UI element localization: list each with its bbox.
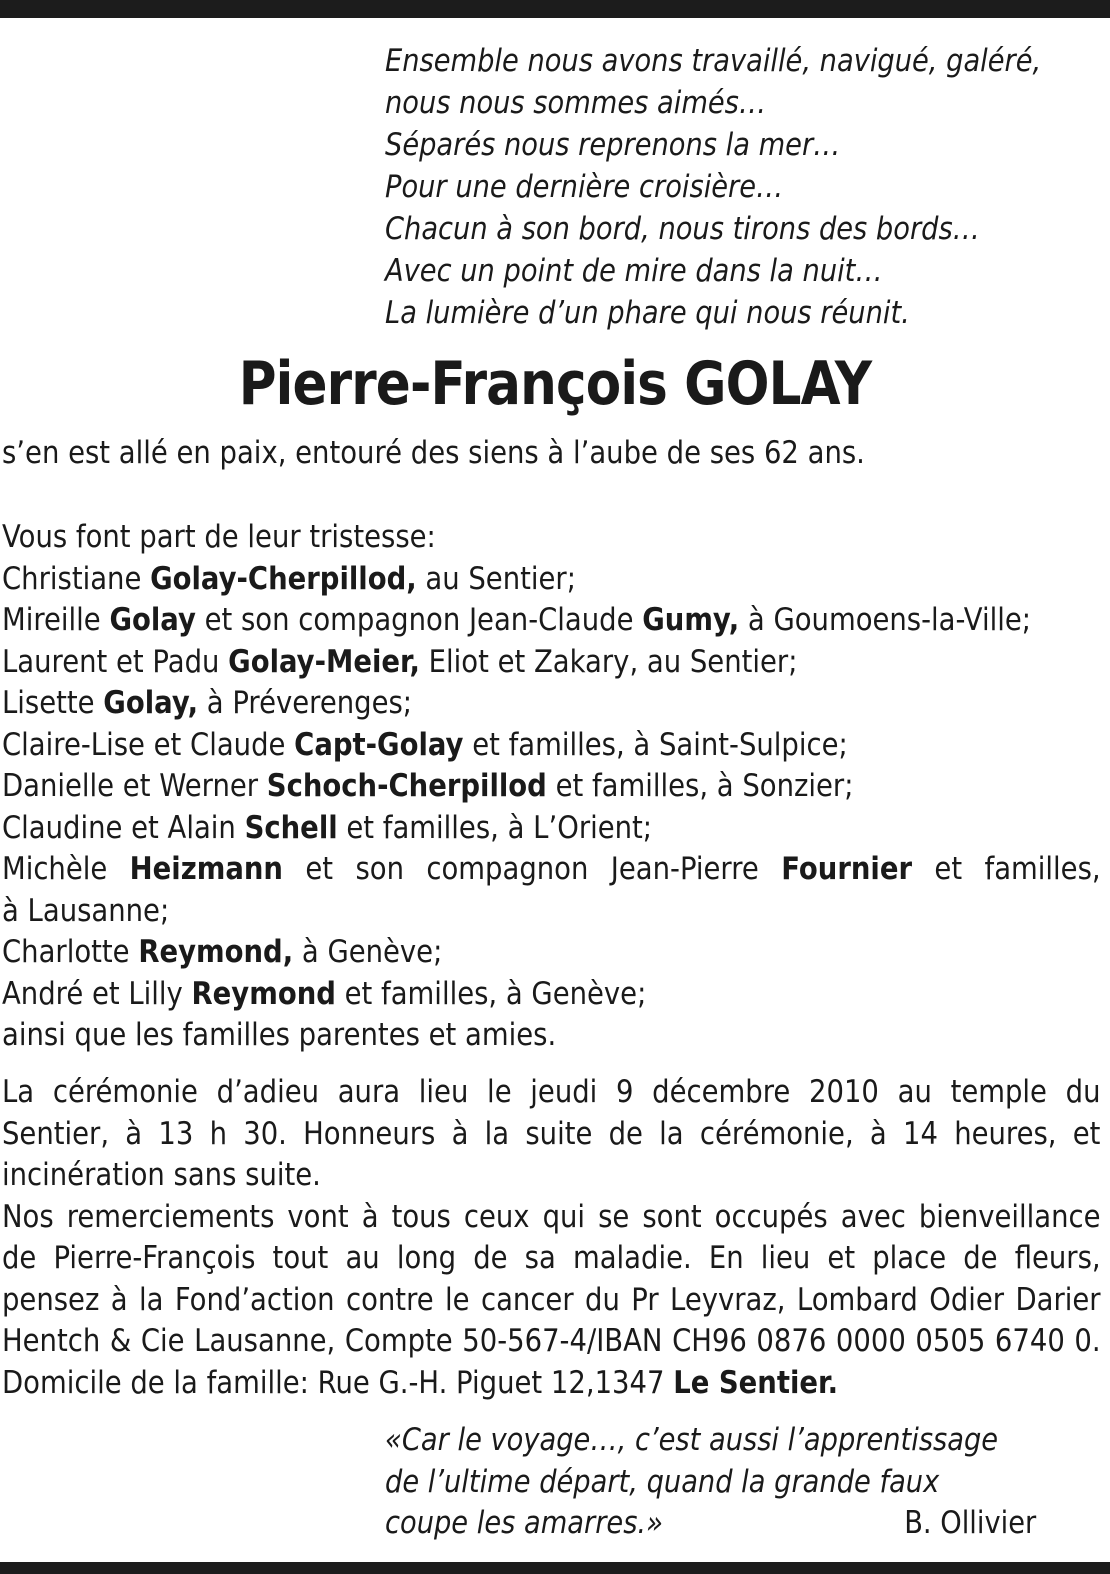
word: cérémonie, [699, 1115, 854, 1152]
word: sont [642, 1198, 702, 1235]
word: au [345, 1240, 380, 1276]
word: 9 [615, 1074, 634, 1110]
family-line: Claire-Lise et Claude Capt-Golay et familles, à Saint-Sulpice; [2, 726, 848, 763]
word: Darier [1015, 1281, 1101, 1318]
word: qui [542, 1198, 586, 1235]
word: à [361, 1198, 379, 1235]
word: 50-567-4/IBAN [462, 1323, 663, 1359]
opening-poem [385, 40, 1042, 334]
word: aura [337, 1074, 401, 1110]
family-line: Danielle et Werner Schoch-Cherpillod et familles, à Sonzier; [2, 768, 854, 804]
family-intro: Vous font part de leur tristesse: [2, 519, 436, 555]
family-line: Claudine et Alain Schell et familles, à L’Orient; [2, 809, 653, 846]
word: long [396, 1240, 457, 1276]
thanks-line [2, 1321, 1101, 1363]
word: Fond’action [174, 1281, 335, 1318]
quote-line: «Car le voyage…, c’est aussi l’apprentissage [385, 1422, 999, 1458]
family-line: Christiane Golay-Cherpillod, au Sentier; [2, 560, 576, 597]
word: bienveillance [918, 1198, 1101, 1235]
word: la [138, 1281, 164, 1318]
word: Lausanne, [194, 1323, 336, 1359]
word: 6740 [994, 1323, 1065, 1359]
death-announcement [2, 433, 1101, 475]
word: 0505 [915, 1323, 986, 1359]
closing-quote [385, 1420, 1036, 1545]
word: à [451, 1115, 469, 1152]
word: cancer [480, 1281, 574, 1318]
top-rule [0, 0, 1110, 18]
word: à [110, 1281, 128, 1318]
word: au [897, 1074, 932, 1110]
word: heures, [954, 1115, 1057, 1152]
word: Nos [2, 1198, 54, 1235]
thanks-line [2, 1238, 1101, 1280]
deceased-name: Pierre-François GOLAY [238, 349, 872, 419]
word: & [109, 1323, 132, 1359]
word: cérémonie [52, 1074, 198, 1110]
quote-line: coupe les amarres.» [385, 1505, 663, 1541]
word: pensez [2, 1281, 100, 1318]
poem-line: Chacun à son bord, nous tirons des bords… [385, 211, 980, 247]
word: fleurs, [1014, 1240, 1101, 1276]
announcement-text: s’en est allé en paix, entouré des siens à l’aube de ses 62 ans. [2, 435, 865, 471]
word: 30. [243, 1115, 287, 1152]
word: ceux [463, 1198, 530, 1235]
word: temple [950, 1074, 1047, 1110]
family-list [2, 517, 1101, 1057]
word: Cie [140, 1323, 185, 1359]
word: remerciements [66, 1198, 275, 1235]
family-line-justified: Michèle Heizmann et son compagnon Jean-Pierre Fournier et familles, [2, 851, 1101, 887]
word: se [598, 1198, 630, 1235]
word: de [473, 1240, 508, 1276]
family-line: à Lausanne; [2, 892, 170, 929]
quote-line: de l’ultime départ, quand la grande faux [385, 1463, 940, 1500]
word: place [872, 1240, 947, 1276]
word: contre [345, 1281, 434, 1318]
word: En [708, 1240, 744, 1276]
word: la [659, 1115, 684, 1152]
word: de [608, 1115, 643, 1152]
word: et [827, 1240, 856, 1276]
word: décembre [652, 1074, 791, 1110]
word: suite [525, 1115, 593, 1152]
word: sa [524, 1240, 556, 1276]
word: 0000 [835, 1323, 906, 1359]
word: 0. [1074, 1323, 1101, 1359]
word: Sentier, [2, 1115, 110, 1152]
family-closing: ainsi que les familles parentes et amies. [2, 1017, 557, 1053]
word: le [445, 1281, 470, 1318]
family-line: Mireille Golay et son compagnon Jean-Claude Gumy, à Goumoens-la-Ville; [2, 602, 1032, 638]
domicile-line: Domicile de la famille: Rue G.-H. Piguet 12,1347 Le Sentier. [2, 1364, 839, 1401]
word: de [2, 1240, 37, 1276]
word: Honneurs [303, 1115, 436, 1152]
word: La [2, 1074, 35, 1110]
word: à [125, 1115, 143, 1152]
word: maladie. [572, 1240, 692, 1276]
poem-line: Ensemble nous avons travaillé, navigué, galéré, [385, 43, 1042, 79]
word: Compte [344, 1323, 453, 1359]
family-line: Laurent et Padu Golay-Meier, Eliot et Zakary, au Sentier; [2, 643, 798, 680]
poem-line: Pour une dernière croisière… [385, 169, 784, 205]
word: de [963, 1240, 998, 1276]
bottom-rule [0, 1562, 1110, 1574]
word: Leyvraz, [670, 1281, 786, 1318]
ceremony-line [2, 1072, 1101, 1114]
word: 0876 [756, 1323, 827, 1359]
thanks-line [2, 1280, 1101, 1322]
word: lieu [760, 1240, 811, 1276]
ceremony-details [2, 1072, 1101, 1404]
word: 13 [158, 1115, 194, 1152]
word: Pierre-François [53, 1240, 256, 1276]
word: Odier [929, 1281, 1005, 1318]
ceremony-line: incinération sans suite. [2, 1157, 321, 1193]
word: occupés [714, 1198, 828, 1235]
family-line: Charlotte Reymond, à Genève; [2, 934, 443, 970]
poem-line: Avec un point de mire dans la nuit… [385, 253, 883, 289]
word: 14 [903, 1115, 938, 1152]
word: tout [272, 1240, 329, 1276]
poem-line: Séparés nous reprenons la mer… [385, 127, 841, 163]
word: 2010 [809, 1074, 879, 1110]
word: et [1072, 1115, 1101, 1152]
word: avec [840, 1198, 906, 1235]
word: Pr [631, 1281, 659, 1318]
poem-line: nous nous sommes aimés… [385, 85, 767, 121]
quote-last-line [385, 1503, 1036, 1545]
ceremony-line [2, 1114, 1101, 1156]
word: jeudi [530, 1074, 598, 1110]
word: CH96 [672, 1323, 747, 1359]
word: du [1065, 1074, 1101, 1110]
thanks-line [2, 1197, 1101, 1239]
word: lieu [418, 1074, 469, 1110]
word: vont [287, 1198, 349, 1235]
family-line: André et Lilly Reymond et familles, à Genève; [2, 975, 647, 1012]
word: tous [391, 1198, 451, 1235]
poem-line: La lumière d’un phare qui nous réunit. [385, 295, 910, 331]
family-line: Lisette Golay, à Préverenges; [2, 685, 413, 721]
word: h [209, 1115, 227, 1152]
word: le [487, 1074, 512, 1110]
word: à [869, 1115, 887, 1152]
word: d’adieu [216, 1074, 320, 1110]
word: la [484, 1115, 510, 1152]
quote-author: B. Ollivier [904, 1505, 1037, 1541]
word: Lombard [796, 1281, 918, 1318]
word: Hentch [2, 1323, 101, 1359]
word: du [585, 1281, 620, 1318]
